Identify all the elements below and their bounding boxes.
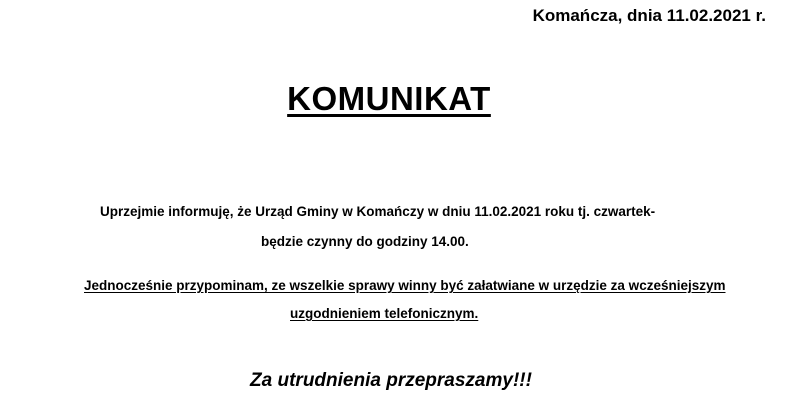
apology-text: Za utrudnienia przepraszamy!!! bbox=[250, 370, 532, 391]
document-title: KOMUNIKAT bbox=[287, 80, 491, 117]
place-and-date: Komańcza, dnia 11.02.2021 r. bbox=[532, 6, 766, 25]
notice-paragraph-line-1: Uprzejmie informuję, że Urząd Gminy w Komańczy w dniu 11.02.2021 roku tj. czwartek- bbox=[100, 204, 656, 219]
notice-paragraph-line-2: będzie czynny do godziny 14.00. bbox=[261, 234, 469, 249]
reminder-paragraph-line-1: Jednocześnie przypominam, ze wszelkie sprawy winny być załatwiane w urzędzie za wcześniejszym bbox=[84, 278, 726, 293]
reminder-paragraph-line-2: uzgodnieniem telefonicznym. bbox=[290, 306, 479, 321]
